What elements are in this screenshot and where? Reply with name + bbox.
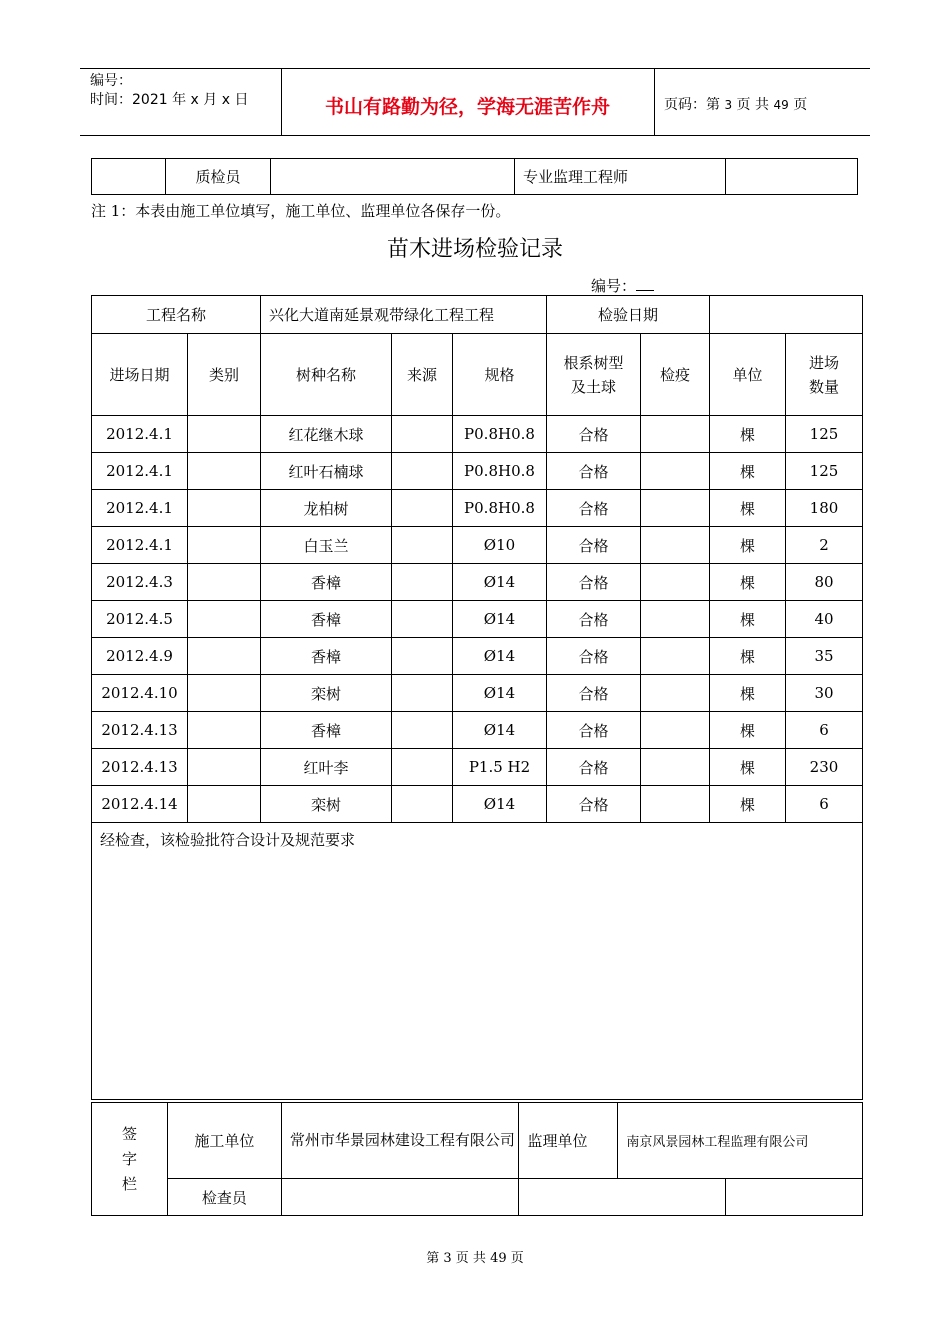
- cell-root: 合格: [547, 749, 641, 786]
- cell-qty: 180: [786, 490, 863, 527]
- cell-unit: 棵: [710, 490, 786, 527]
- page-footer: [0, 1247, 950, 1266]
- cell-spec: P0.8H0.8: [453, 416, 547, 453]
- cell-quarantine: [641, 601, 710, 638]
- cell-species: 香樟: [261, 564, 392, 601]
- page-total: 49: [773, 98, 789, 112]
- inspection-date-value[interactable]: [710, 296, 863, 334]
- supervision-unit-value: 南京风景园林工程监理有限公司: [618, 1103, 863, 1179]
- cell-category: [188, 416, 261, 453]
- serial-blank[interactable]: [636, 276, 654, 291]
- cell-species: 红叶石楠球: [261, 453, 392, 490]
- cell-species: 栾树: [261, 786, 392, 823]
- cell-species: 香樟: [261, 601, 392, 638]
- col-header-unit: 单位: [710, 334, 786, 416]
- construction-unit-value: 常州市华景园林建设工程有限公司: [281, 1103, 519, 1179]
- inspection-table: [91, 295, 863, 1100]
- cell-root: 合格: [547, 601, 641, 638]
- cell-qty: 6: [786, 712, 863, 749]
- cell-source: [392, 453, 453, 490]
- page-mid: 页 共: [736, 97, 769, 113]
- cell-source: [392, 601, 453, 638]
- cell-category: [188, 601, 261, 638]
- col-header-root: 根系树型及土球: [547, 334, 641, 416]
- cell-source: [392, 712, 453, 749]
- cell-date: 2012.4.1: [92, 527, 188, 564]
- cell-root: 合格: [547, 490, 641, 527]
- cell-unit: 棵: [710, 601, 786, 638]
- cell-root: 合格: [547, 675, 641, 712]
- cell-category: [188, 786, 261, 823]
- cell-species: 香樟: [261, 712, 392, 749]
- page-prefix: 页码：第: [664, 97, 720, 113]
- footer-prefix: 第: [426, 1251, 440, 1266]
- col-header-date: 进场日期: [92, 334, 188, 416]
- table-row: [92, 564, 863, 601]
- inspector-label: 质检员: [166, 159, 271, 195]
- cell-qty: 2: [786, 527, 863, 564]
- cell-spec: Ø14: [453, 786, 547, 823]
- cell-species: 红花继木球: [261, 416, 392, 453]
- col-header-qty: 进场数量: [786, 334, 863, 416]
- cell-root: 合格: [547, 638, 641, 675]
- cell-quarantine: [641, 490, 710, 527]
- cell-qty: 35: [786, 638, 863, 675]
- cell-source: [392, 749, 453, 786]
- table-row: [92, 712, 863, 749]
- header-meta: [90, 72, 248, 110]
- cell-spec: Ø14: [453, 712, 547, 749]
- footer-suffix: 页: [510, 1251, 524, 1266]
- serial-label: 编号：: [90, 73, 132, 89]
- cell-quarantine: [641, 564, 710, 601]
- cell-source: [392, 564, 453, 601]
- cell-quarantine: [641, 527, 710, 564]
- cell-qty: 6: [786, 786, 863, 823]
- cell-unit: 棵: [710, 638, 786, 675]
- inspector-value[interactable]: [271, 159, 515, 195]
- footer-mid: 页 共: [455, 1251, 486, 1266]
- col-header-category: 类别: [188, 334, 261, 416]
- cell-date: 2012.4.10: [92, 675, 188, 712]
- previous-signature-table: [91, 158, 858, 195]
- column-header-row: [92, 334, 863, 416]
- table-note: 注 1：本表由施工单位填写，施工单位、监理单位各保存一份。: [91, 202, 511, 220]
- table-row: [92, 675, 863, 712]
- engineer-label: 专业监理工程师: [515, 159, 726, 195]
- col-header-source: 来源: [392, 334, 453, 416]
- cell-species: 红叶李: [261, 749, 392, 786]
- time-label: 时间：2021 年 x 月 x 日: [90, 92, 249, 108]
- cell-qty: 125: [786, 416, 863, 453]
- table-row: [92, 749, 863, 786]
- header-motto: 书山有路勤为径，学海无涯苦作舟: [324, 96, 610, 118]
- cell-source: [392, 527, 453, 564]
- footer-current: 3: [443, 1251, 452, 1266]
- supervision-unit-label: 监理单位: [519, 1103, 618, 1179]
- cell-species: 白玉兰: [261, 527, 392, 564]
- cell-category: [188, 712, 261, 749]
- conclusion-row: [92, 823, 863, 1100]
- cell-species: 龙柏树: [261, 490, 392, 527]
- cell-unit: 棵: [710, 786, 786, 823]
- cell-spec: Ø14: [453, 638, 547, 675]
- signature-table: [91, 1102, 863, 1216]
- inspection-date-label: 检验日期: [547, 296, 710, 334]
- inspector-extra[interactable]: [519, 1179, 726, 1216]
- cell-species: 香樟: [261, 638, 392, 675]
- cell-date: 2012.4.13: [92, 712, 188, 749]
- page-suffix: 页: [793, 97, 808, 113]
- signature-section-label: 签字栏: [92, 1103, 168, 1216]
- blank-cell: [92, 159, 166, 195]
- cell-source: [392, 675, 453, 712]
- cell-date: 2012.4.1: [92, 490, 188, 527]
- table-row: [92, 453, 863, 490]
- table-row: [92, 786, 863, 823]
- record-serial: [591, 275, 654, 296]
- cell-root: 合格: [547, 712, 641, 749]
- table-row: [92, 416, 863, 453]
- cell-category: [188, 638, 261, 675]
- cell-date: 2012.4.1: [92, 416, 188, 453]
- table-row: [92, 527, 863, 564]
- cell-date: 2012.4.3: [92, 564, 188, 601]
- conclusion-text: 经检查，该检验批符合设计及规范要求: [92, 823, 863, 1100]
- col-header-spec: 规格: [453, 334, 547, 416]
- cell-unit: 棵: [710, 453, 786, 490]
- table-row: [92, 638, 863, 675]
- cell-quarantine: [641, 453, 710, 490]
- cell-spec: P0.8H0.8: [453, 453, 547, 490]
- cell-category: [188, 453, 261, 490]
- cell-unit: 棵: [710, 675, 786, 712]
- project-name-label: 工程名称: [92, 296, 261, 334]
- cell-unit: 棵: [710, 712, 786, 749]
- cell-root: 合格: [547, 453, 641, 490]
- cell-unit: 棵: [710, 564, 786, 601]
- serial-text: 编号：: [591, 277, 637, 295]
- cell-root: 合格: [547, 416, 641, 453]
- cell-quarantine: [641, 416, 710, 453]
- cell-source: [392, 416, 453, 453]
- cell-root: 合格: [547, 786, 641, 823]
- cell-unit: 棵: [710, 416, 786, 453]
- cell-quarantine: [641, 749, 710, 786]
- cell-date: 2012.4.1: [92, 453, 188, 490]
- cell-quarantine: [641, 786, 710, 823]
- footer-total: 49: [490, 1251, 507, 1266]
- cell-source: [392, 786, 453, 823]
- cell-date: 2012.4.5: [92, 601, 188, 638]
- cell-root: 合格: [547, 564, 641, 601]
- cell-quarantine: [641, 675, 710, 712]
- page-current: 3: [724, 98, 733, 112]
- cell-spec: Ø14: [453, 675, 547, 712]
- inspection-rows: [92, 416, 863, 823]
- inspector-value[interactable]: [281, 1179, 519, 1216]
- header-page-info: [664, 94, 807, 114]
- header-top-rule: [80, 68, 870, 69]
- cell-category: [188, 749, 261, 786]
- cell-species: 栾树: [261, 675, 392, 712]
- cell-spec: P0.8H0.8: [453, 490, 547, 527]
- cell-quarantine: [641, 638, 710, 675]
- cell-qty: 30: [786, 675, 863, 712]
- cell-root: 合格: [547, 527, 641, 564]
- inspector-extra-2[interactable]: [726, 1179, 863, 1216]
- cell-source: [392, 490, 453, 527]
- table-row: [92, 601, 863, 638]
- cell-unit: 棵: [710, 527, 786, 564]
- cell-source: [392, 638, 453, 675]
- table-row: [92, 490, 863, 527]
- cell-spec: Ø10: [453, 527, 547, 564]
- cell-spec: P1.5 H2: [453, 749, 547, 786]
- project-row: [92, 296, 863, 334]
- engineer-value[interactable]: [726, 159, 858, 195]
- cell-date: 2012.4.14: [92, 786, 188, 823]
- cell-category: [188, 527, 261, 564]
- cell-qty: 40: [786, 601, 863, 638]
- header-divider-right: [654, 68, 655, 135]
- cell-category: [188, 490, 261, 527]
- cell-qty: 230: [786, 749, 863, 786]
- cell-date: 2012.4.9: [92, 638, 188, 675]
- page-title: 苗木进场检验记录: [386, 237, 563, 262]
- header-bottom-rule: [80, 135, 870, 136]
- project-name-value: 兴化大道南延景观带绿化工程工程: [261, 296, 547, 334]
- cell-spec: Ø14: [453, 601, 547, 638]
- cell-category: [188, 675, 261, 712]
- cell-quarantine: [641, 712, 710, 749]
- cell-qty: 125: [786, 453, 863, 490]
- construction-unit-label: 施工单位: [167, 1103, 281, 1179]
- cell-unit: 棵: [710, 749, 786, 786]
- cell-spec: Ø14: [453, 564, 547, 601]
- cell-category: [188, 564, 261, 601]
- col-header-quarantine: 检疫: [641, 334, 710, 416]
- inspector-label: 检查员: [167, 1179, 281, 1216]
- cell-qty: 80: [786, 564, 863, 601]
- col-header-species: 树种名称: [261, 334, 392, 416]
- cell-date: 2012.4.13: [92, 749, 188, 786]
